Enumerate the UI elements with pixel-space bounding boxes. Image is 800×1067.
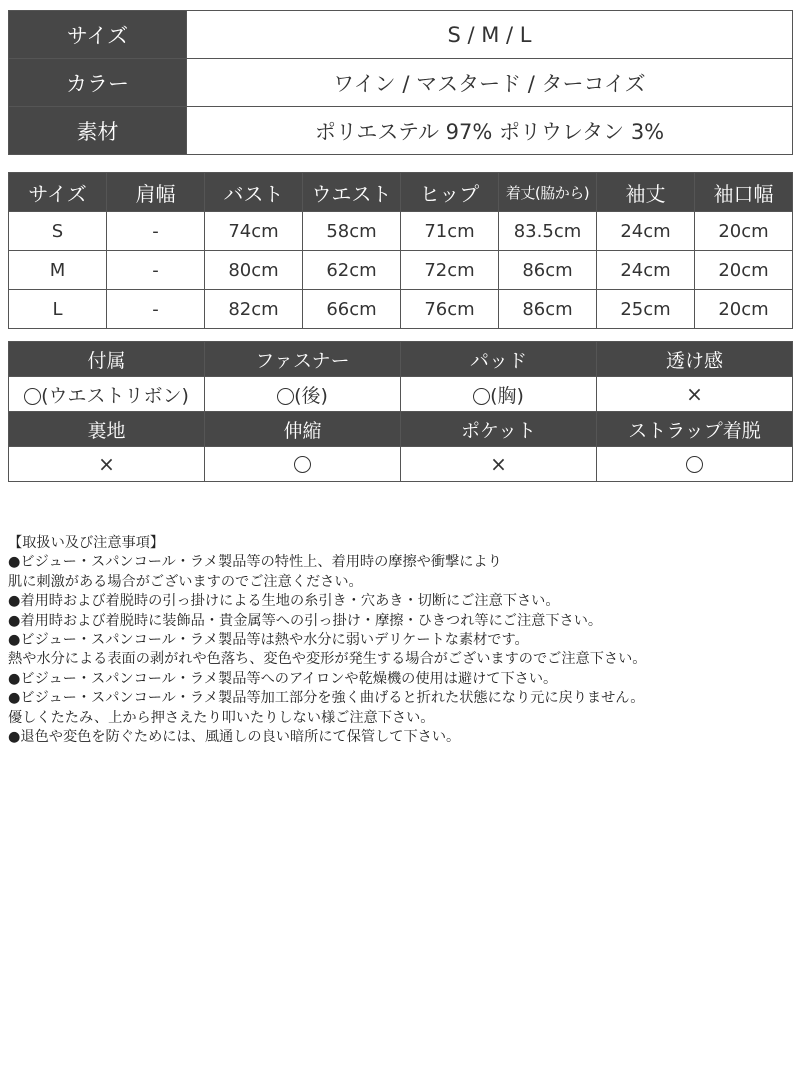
size-header-hip: ヒップ: [401, 173, 499, 212]
feature-header-accessory: 付属: [9, 342, 205, 377]
size-header-size: サイズ: [9, 173, 107, 212]
feature-value-cell: [597, 377, 793, 412]
cross-mark-icon: ×: [490, 452, 507, 476]
size-cell: -: [107, 212, 205, 251]
size-cell: 72cm: [401, 251, 499, 290]
circle-mark-icon: [686, 456, 703, 473]
cross-mark-icon: ×: [686, 382, 703, 406]
size-row-l: [9, 290, 793, 329]
circle-mark-icon: [24, 388, 41, 405]
notes-line: 肌に刺激がある場合がございますのでご注意ください。: [8, 573, 363, 590]
notes-line: ●着用時および着脱時に装飾品・貴金属等への引っ掛け・摩擦・ひきつれ等にご注意下さい。: [8, 612, 603, 629]
size-cell: 74cm: [205, 212, 303, 251]
info-value-color: ワイン / マスタード / ターコイズ: [187, 59, 793, 107]
info-row-size: [9, 11, 793, 59]
care-notes: [8, 534, 798, 747]
feature-header-lining: 裏地: [9, 412, 205, 447]
notes-line: 熱や水分による表面の剥がれや色落ち、変色や変形が発生する場合がございますのでご注意下さい。: [8, 651, 647, 668]
size-cell: L: [9, 290, 107, 329]
size-header-cuff: 袖口幅: [695, 173, 793, 212]
notes-line: 優しくたたみ、上から押さえたり叩いたりしない様ご注意下さい。: [8, 709, 435, 726]
size-chart-header-row: [9, 173, 793, 212]
size-cell: 71cm: [401, 212, 499, 251]
info-value-material: ポリエステル 97% ポリウレタン 3%: [187, 107, 793, 155]
circle-mark-icon: [473, 388, 490, 405]
size-header-waist: ウエスト: [303, 173, 401, 212]
feature-header-zipper: ファスナー: [205, 342, 401, 377]
size-cell: 58cm: [303, 212, 401, 251]
feature-value-cell: [9, 447, 205, 482]
feature-header-pocket: ポケット: [401, 412, 597, 447]
notes-heading: 【取扱い及び注意事項】: [8, 535, 165, 551]
info-row-color: [9, 59, 793, 107]
size-chart-table: [8, 172, 793, 329]
feature-value-cell: [401, 377, 597, 412]
info-label-color: カラー: [9, 59, 187, 107]
features-value-row-2: [9, 447, 793, 482]
info-label-size: サイズ: [9, 11, 187, 59]
feature-value-cell: [205, 447, 401, 482]
feature-value-cell: [597, 447, 793, 482]
size-cell: 66cm: [303, 290, 401, 329]
size-cell: 20cm: [695, 290, 793, 329]
feature-header-strap: ストラップ着脱: [597, 412, 793, 447]
size-cell: 82cm: [205, 290, 303, 329]
size-header-bust: バスト: [205, 173, 303, 212]
size-cell: 83.5cm: [499, 212, 597, 251]
notes-line: ●ビジュー・スパンコール・ラメ製品等へのアイロンや乾燥機の使用は避けて下さい。: [8, 670, 558, 687]
features-header-row-1: [9, 342, 793, 377]
size-cell: 20cm: [695, 212, 793, 251]
feature-value-text: (後): [294, 384, 328, 407]
notes-line: ●退色や変色を防ぐためには、風通しの良い暗所にて保管して下さい。: [8, 729, 461, 746]
size-row-m: [9, 251, 793, 290]
size-cell: 20cm: [695, 251, 793, 290]
size-header-shoulder: 肩幅: [107, 173, 205, 212]
size-cell: 86cm: [499, 290, 597, 329]
size-cell: 25cm: [597, 290, 695, 329]
feature-value-cell: [205, 377, 401, 412]
size-cell: -: [107, 290, 205, 329]
size-cell: -: [107, 251, 205, 290]
cross-mark-icon: ×: [98, 452, 115, 476]
size-cell: S: [9, 212, 107, 251]
size-cell: 24cm: [597, 251, 695, 290]
circle-mark-icon: [277, 388, 294, 405]
size-cell: M: [9, 251, 107, 290]
size-cell: 86cm: [499, 251, 597, 290]
product-info-table: [8, 10, 793, 155]
notes-line: ●ビジュー・スパンコール・ラメ製品等の特性上、着用時の摩擦や衝撃により: [8, 554, 502, 571]
notes-line: ●着用時および着脱時の引っ掛けによる生地の糸引き・穴あき・切断にご注意下さい。: [8, 593, 560, 610]
feature-value-cell: [401, 447, 597, 482]
feature-value-text: (ウエストリボン): [41, 384, 189, 407]
notes-line: ●ビジュー・スパンコール・ラメ製品等加工部分を強く曲げると折れた状態になり元に戻りません。: [8, 690, 645, 707]
size-cell: 76cm: [401, 290, 499, 329]
features-table: [8, 341, 793, 482]
features-value-row-1: [9, 377, 793, 412]
feature-value-cell: [9, 377, 205, 412]
size-row-s: [9, 212, 793, 251]
info-row-material: [9, 107, 793, 155]
info-value-size: S / M / L: [187, 11, 793, 59]
info-label-material: 素材: [9, 107, 187, 155]
size-cell: 24cm: [597, 212, 695, 251]
size-header-length: 着丈(脇から): [499, 173, 597, 212]
size-cell: 80cm: [205, 251, 303, 290]
features-header-row-2: [9, 412, 793, 447]
circle-mark-icon: [294, 456, 311, 473]
feature-header-stretch: 伸縮: [205, 412, 401, 447]
size-header-sleeve: 袖丈: [597, 173, 695, 212]
notes-line: ●ビジュー・スパンコール・ラメ製品等は熱や水分に弱いデリケートな素材です。: [8, 632, 529, 649]
size-cell: 62cm: [303, 251, 401, 290]
feature-value-text: (胸): [490, 384, 524, 407]
feature-header-pad: パッド: [401, 342, 597, 377]
feature-header-sheerness: 透け感: [597, 342, 793, 377]
